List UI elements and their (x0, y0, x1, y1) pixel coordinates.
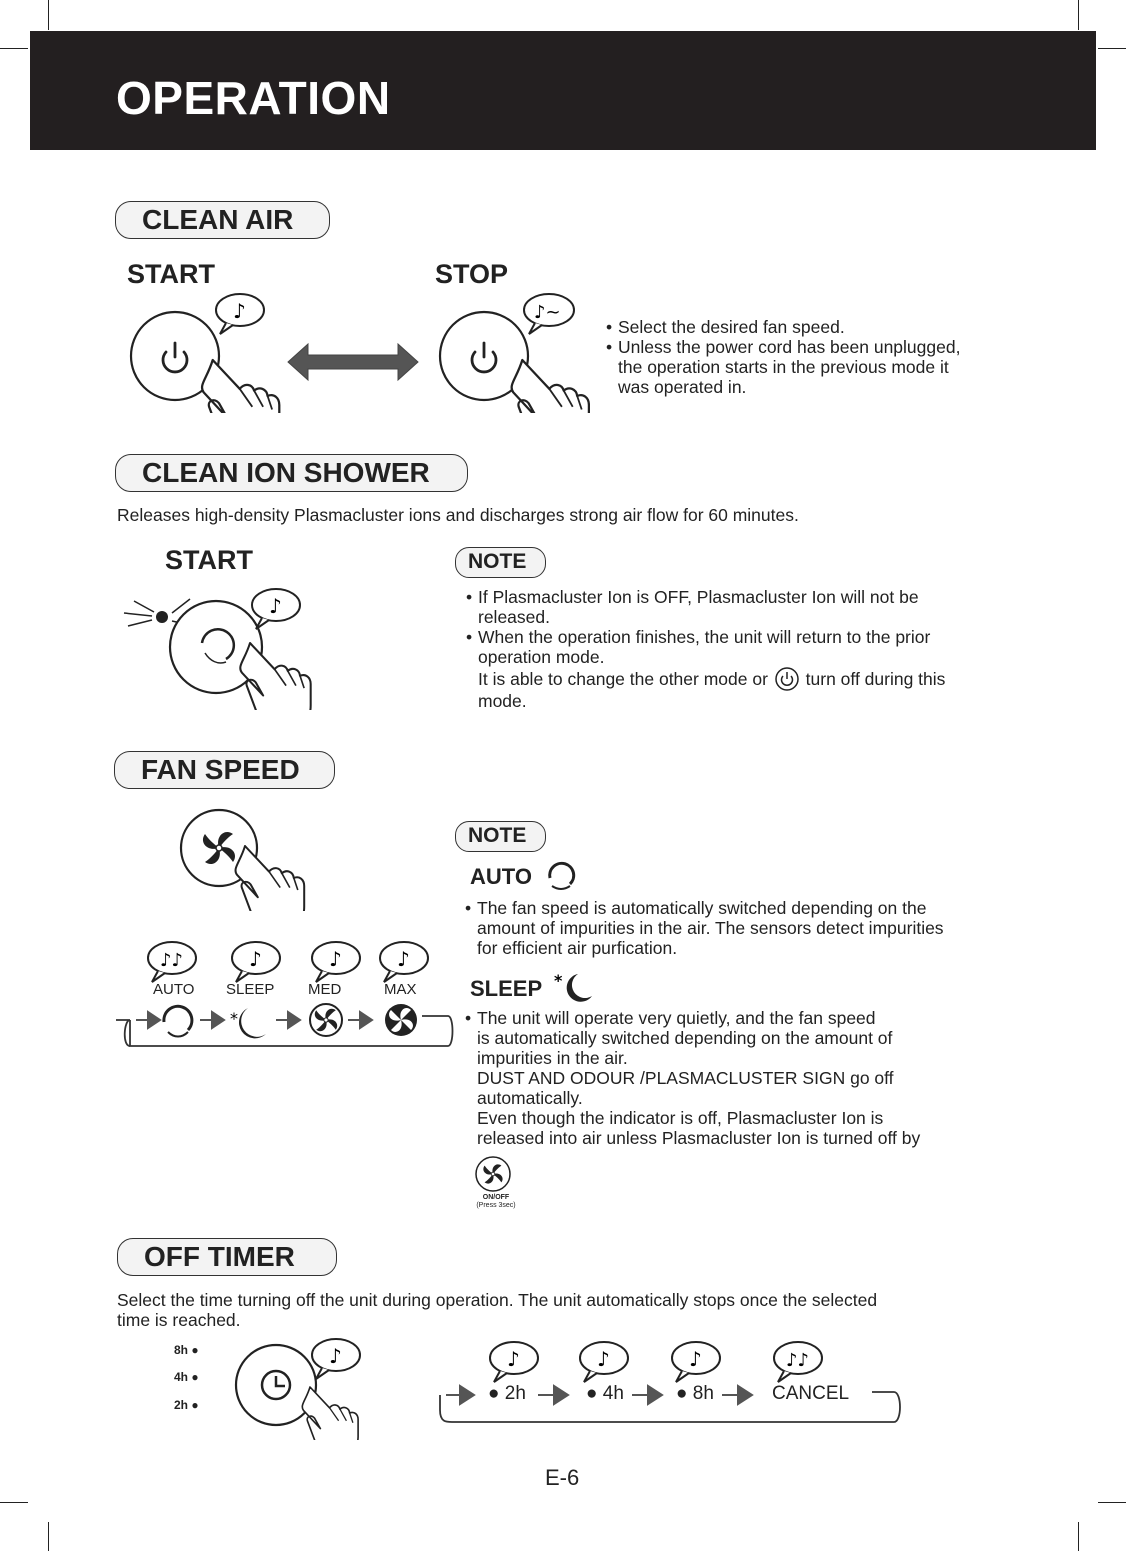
auto-notes (463, 898, 1023, 958)
mode-label-med: MED (308, 981, 342, 998)
off-timer-button-diagram (230, 1335, 370, 1440)
max-fan-icon (385, 1004, 417, 1036)
hand-press-icon (202, 360, 279, 413)
list-item: • Unless the power cord has been unplugged, (604, 337, 1024, 357)
hand-press-icon (512, 360, 589, 413)
stop-label: STOP (435, 259, 509, 289)
arrow-icon (276, 1012, 300, 1028)
clean-air-diagram (120, 288, 590, 413)
beep-bubble-icon (380, 942, 428, 982)
list-item-continuation: DUST AND ODOUR /PLASMACLUSTER SIGN go off (477, 1068, 894, 1088)
note-badge: NOTE (455, 547, 546, 578)
med-fan-icon (310, 1004, 342, 1036)
timer-indicator-2h: 2h ● (174, 1398, 199, 1412)
beep-bubble-icon (490, 1342, 538, 1382)
double-arrow-icon (288, 344, 418, 380)
list-item-continuation: Even though the indicator is off, Plasmacluster Ion is (477, 1108, 884, 1128)
ion-shower-diagram (118, 585, 318, 710)
sleep-mode-icon (230, 1008, 266, 1038)
crop-mark (48, 1522, 49, 1551)
svg-text:♪: ♪ (269, 594, 282, 618)
fan-onoff-button-icon (474, 1155, 514, 1195)
arrow-icon (632, 1386, 662, 1404)
section-title-clean-ion-shower: CLEAN ION SHOWER (115, 454, 468, 492)
page-number: E-6 (545, 1465, 580, 1490)
crop-mark (1078, 1522, 1079, 1551)
arrow-icon (136, 1012, 160, 1028)
list-item-continuation: It is able to change the other mode or turn off during this (478, 669, 946, 689)
mode-label-sleep: SLEEP (226, 981, 275, 998)
ion-shower-notes (464, 587, 1024, 711)
off-timer-description: Select the time turning off the unit during operation. The unit automatically stops once the selected time is reached. (117, 1290, 878, 1330)
svg-text:♪♪: ♪♪ (786, 1350, 809, 1371)
auto-mode-icon (538, 858, 578, 892)
beep-bubble-icon (672, 1342, 720, 1382)
arrow-icon (538, 1386, 568, 1404)
beep-bubble-icon (312, 1339, 360, 1379)
svg-text:♪♪: ♪♪ (160, 950, 183, 971)
power-icon (773, 667, 801, 691)
mode-label-auto: AUTO (153, 981, 195, 998)
beep-long-bubble-icon (524, 294, 574, 334)
list-item-continuation: is automatically switched depending on the amount of (477, 1028, 893, 1048)
crop-mark (0, 1502, 28, 1503)
mode-label-max: MAX (384, 981, 417, 998)
hand-press-icon (240, 643, 310, 710)
sleep-notes (463, 1008, 1023, 1148)
timer-step-cancel: CANCEL (772, 1383, 850, 1404)
beep-bubble-icon (580, 1342, 628, 1382)
arrow-icon (348, 1012, 372, 1028)
svg-text:♪: ♪ (329, 947, 342, 971)
svg-text:♪: ♪ (597, 1347, 610, 1371)
svg-text:♪: ♪ (329, 1344, 342, 1368)
timer-step-2h: ● 2h (488, 1383, 526, 1404)
svg-text:♪: ♪ (689, 1347, 702, 1371)
list-item-continuation: operation mode. (478, 647, 605, 667)
timer-step-8h: ● 8h (676, 1383, 714, 1404)
beep-bubble-icon (774, 1342, 822, 1382)
sleep-mode-icon (548, 970, 594, 1004)
auto-mode-icon (164, 1006, 192, 1036)
section-title-clean-air: CLEAN AIR (115, 201, 330, 239)
svg-text:*: * (553, 971, 563, 990)
svg-text:♪: ♪ (507, 1347, 520, 1371)
crop-mark (0, 48, 28, 49)
sleep-heading: SLEEP * (470, 970, 594, 1004)
list-item-continuation: mode. (478, 691, 527, 711)
timer-indicator-8h: 8h ● (174, 1343, 199, 1357)
hand-press-icon (236, 846, 305, 911)
list-item-continuation: for efficient air purfication. (477, 938, 678, 958)
arrow-icon (446, 1386, 474, 1404)
crop-mark (1098, 48, 1126, 49)
arrow-icon (722, 1386, 752, 1404)
crop-mark (48, 0, 49, 30)
svg-text:*: * (230, 1009, 238, 1028)
note-badge: NOTE (455, 821, 546, 852)
beep-bubble-icon (252, 589, 300, 629)
beep-bubble-icon (232, 942, 280, 982)
svg-text:♪~: ♪~ (534, 302, 561, 323)
ion-shower-description: Releases high-density Plasmacluster ions and discharges strong air flow for 60 minutes. (117, 505, 799, 525)
clean-air-notes (604, 317, 1024, 397)
list-item: • Select the desired fan speed. (604, 317, 1024, 337)
list-item-continuation: released into air unless Plasmacluster Ion is turned off by (477, 1128, 921, 1148)
timer-indicator-4h: 4h ● (174, 1370, 199, 1384)
svg-text:♪: ♪ (397, 947, 410, 971)
list-item: • When the operation finishes, the unit will return to the prior (464, 627, 1024, 647)
section-title-off-timer: OFF TIMER (117, 1238, 337, 1276)
fan-speed-button-diagram (175, 806, 315, 911)
auto-heading: AUTO (470, 858, 578, 892)
timer-step-4h: ● 4h (586, 1383, 624, 1404)
list-item: • The unit will operate very quietly, and the fan speed (463, 1008, 1023, 1028)
svg-text:♪: ♪ (249, 947, 262, 971)
list-item-continuation: the operation starts in the previous mode it (618, 357, 949, 377)
list-item-continuation: amount of impurities in the air. The sensors detect impurities (477, 918, 944, 938)
beep-bubble-icon (312, 942, 360, 982)
list-item: • If Plasmacluster Ion is OFF, Plasmacluster Ion will not be (464, 587, 1024, 607)
svg-text:♪: ♪ (233, 299, 246, 323)
hand-press-icon (302, 1387, 358, 1440)
page-title: OPERATION (116, 72, 391, 124)
start-label: START (127, 259, 215, 289)
list-item-continuation: automatically. (477, 1088, 583, 1108)
beep-bubble-icon (148, 942, 196, 982)
crop-mark (1098, 1502, 1126, 1503)
list-item-continuation: impurities in the air. (477, 1048, 628, 1068)
list-item-continuation: released. (478, 607, 550, 627)
crop-mark (1078, 0, 1079, 30)
beep-bubble-icon (216, 294, 264, 334)
arrow-icon (200, 1012, 224, 1028)
fan-onoff-caption: ON/OFF (Press 3sec) (476, 1194, 516, 1209)
list-item: • The fan speed is automatically switched depending on the (463, 898, 1023, 918)
list-item-continuation: was operated in. (618, 377, 747, 397)
section-title-fan-speed: FAN SPEED (114, 751, 335, 789)
ion-start-label: START (165, 545, 253, 575)
header-bar (30, 31, 1096, 150)
